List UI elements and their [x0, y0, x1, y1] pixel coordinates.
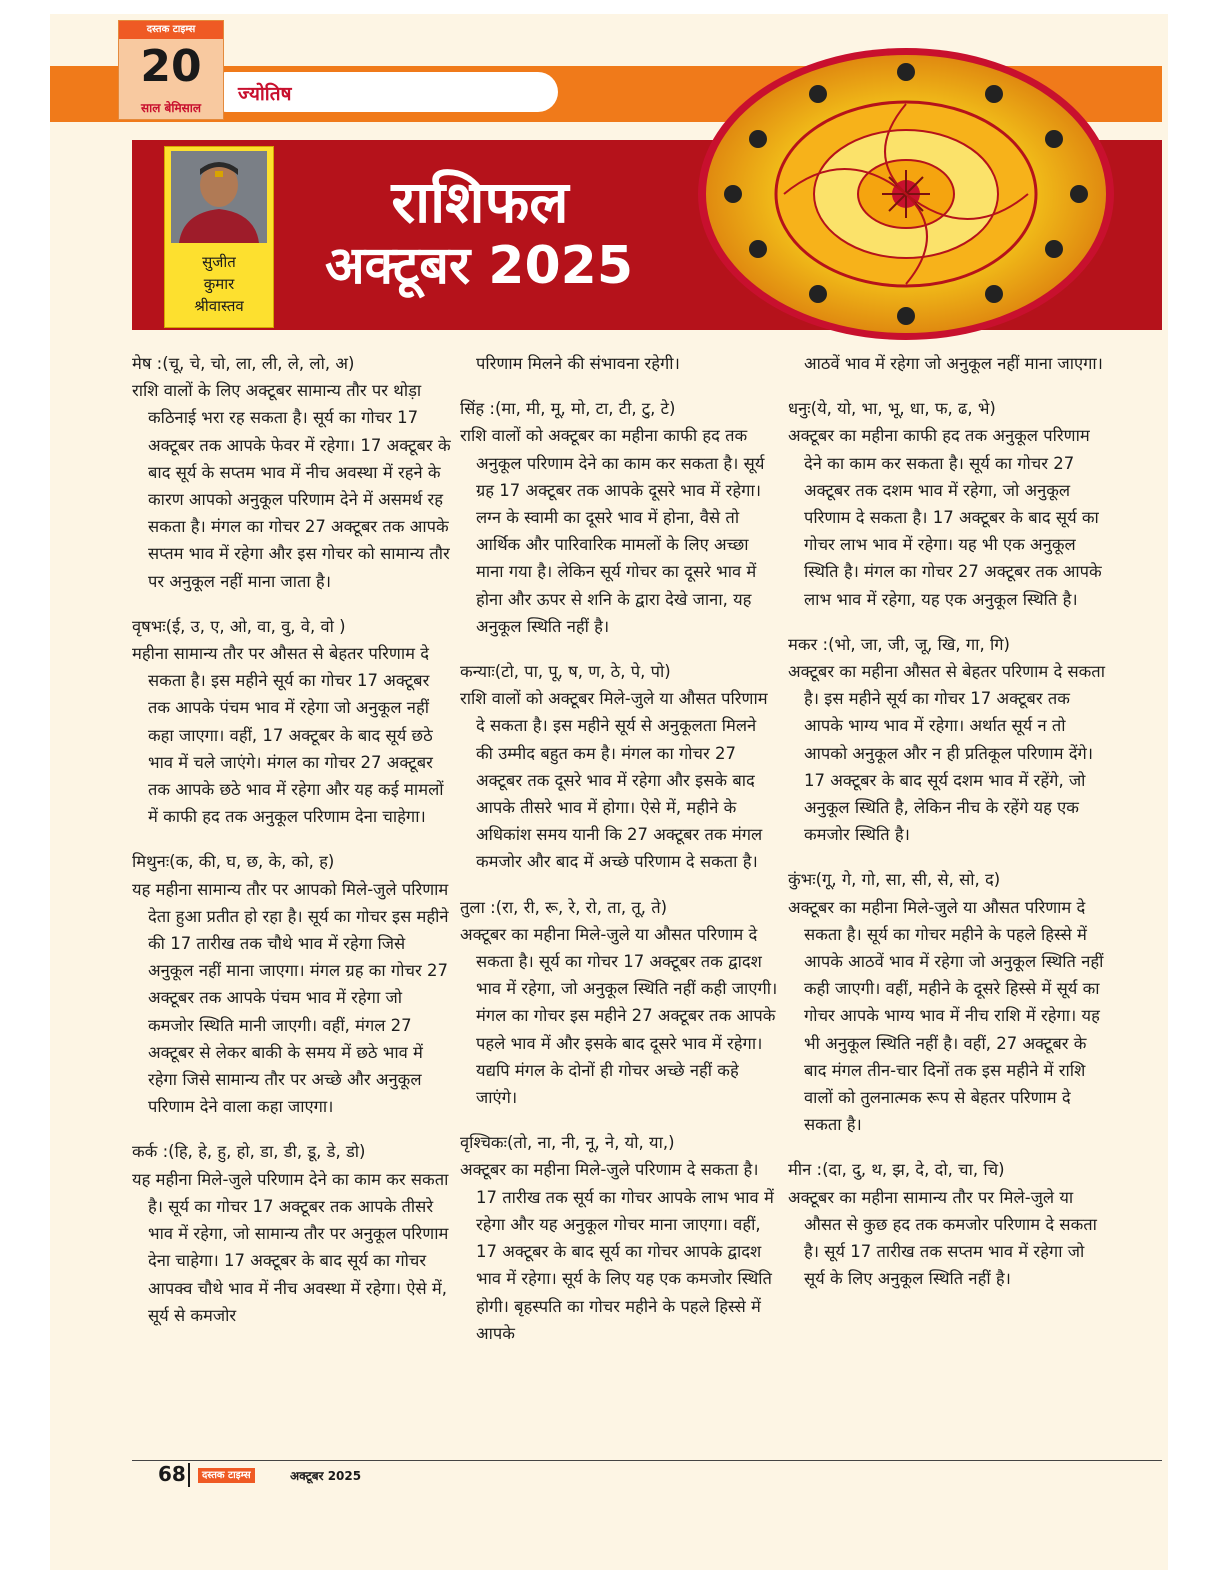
rashi-heading: मीन :(दा, दु, थ, झ, दे, दो, चा, चि) [788, 1160, 1005, 1180]
rashi-text: राशि वालों को अक्टूबर मिले-जुले या औसत परिणाम दे सकता है। इस महीने सूर्य से अनुकूलता मिलने की उम्मीद बहुत कम है। मंगल का गोचर 27 अक्टूबर तक दूसरे भाव में रहेगा और इसके बाद आपके तीसरे भाव में होगा। ऐसे में, महीने के अधिकांश समय यानी कि 27 अक्टूबर तक मंगल कमजोर और बाद में अच्छे परिणाम दे सकता है। [460, 689, 768, 872]
page-subtitle: अक्टूबर 2025 [324, 236, 634, 296]
rashi-text: महीना सामान्य तौर पर औसत से बेहतर परिणाम दे सकता है। इस महीने सूर्य का गोचर 17 अक्टूबर तक आपके पंचम भाव में रहेगा जो अनुकूल नहीं कहा जाएगा। वहीं, 17 अक्टूबर के बाद सूर्य छठे भाव में चले जाएंगे। मंगल का गोचर 27 अक्टूबर तक आपके छठे भाव में रहेगा और यह कई मामलों में काफी हद तक अनुकूल परिणाम देना चाहेगा। [132, 644, 444, 827]
page-title: राशिफल [391, 168, 569, 236]
rashi-entry-kanya [460, 658, 778, 876]
rashi-entry-kark [132, 1138, 452, 1328]
continued-text: आठवें भाव में रहेगा जो अनुकूल नहीं माना जाएगा। [804, 354, 1103, 373]
rashi-heading: सिंह :(मा, मी, मू, मो, टा, टी, टु, टे) [460, 399, 676, 419]
rashi-entry-dhanu [788, 395, 1106, 613]
rashi-heading: धनुः(ये, यो, भा, भू, धा, फ, ढ, भे) [788, 399, 996, 419]
continued-text: परिणाम मिलने की संभावना रहेगी। [476, 354, 680, 373]
rashi-heading: वृषभः(ई, उ, ए, ओ, वा, वु, वे, वो ) [132, 616, 346, 636]
rashi-heading: वृश्चिकः(तो, ना, नी, नू, ने, यो, या,) [460, 1133, 675, 1153]
rashi-heading: मेष :(चू, चे, चो, ला, ली, ले, लो, अ) [132, 354, 355, 373]
rashi-text: अक्टूबर का महीना सामान्य तौर पर मिले-जुले या औसत से कुछ हद तक कमजोर परिणाम दे सकता है। सूर्य 17 तारीख तक सप्तम भाव में रहेगा जो सूर्य के लिए अनुकूल स्थिति नहीं है। [788, 1187, 1097, 1289]
column-middle [460, 350, 778, 1365]
rashi-text: अक्टूबर का महीना मिले-जुले या औसत परिणाम दे सकता है। सूर्य का गोचर 17 अक्टूबर तक द्वादश भाव में रहेगा, जो अनुकूल स्थिति नहीं कही जाएगी। मंगल का गोचर इस महीने 27 अक्टूबर तक आपके पहले भाव में और इसके बाद दूसरे भाव में रहेगा। यद्यपि मंगल के दोनों ही गोचर अच्छे नहीं कहे जाएंगे। [460, 924, 778, 1108]
rashi-entry-singh [460, 395, 778, 640]
rashi-heading: कर्क :(हि, हे, हु, हो, डा, डी, डू, डे, डो) [132, 1142, 366, 1162]
section-label: ज्योतिष [238, 83, 292, 105]
column-right [788, 350, 1106, 1311]
rashi-text: अक्टूबर का महीना मिले-जुले परिणाम दे सकता है। 17 तारीख तक सूर्य का गोचर आपके लाभ भाव में रहेगा और यह अनुकूल गोचर माना जाएगा। वहीं, 17 अक्टूबर के बाद सूर्य का गोचर आपके द्वादश भाव में रहेगा। सूर्य के लिए यह एक कमजोर स्थिति होगी। बृहस्पति का गोचर महीने के पहले हिस्से में आपके [460, 1160, 774, 1343]
footer-divider [132, 1460, 1162, 1461]
logo-number: 20 [140, 41, 202, 92]
rashi-text: राशि वालों को अक्टूबर का महीना काफी हद तक अनुकूल परिणाम देने का काम कर सकता है। सूर्य ग्रह 17 अक्टूबर तक आपके दूसरे भाव में रहेगा। लग्न के स्वामी का दूसरे भाव में होना, वैसे तो आर्थिक और पारिवारिक मामलों के लिए अच्छा माना गया है। लेकिन सूर्य गोचर का दूसरे भाव में होना और ऊपर से शनि के द्वारा देखे जाना, यह अनुकूल स्थिति नहीं है। [460, 426, 765, 636]
rashi-heading: मिथुनः(क, की, घ, छ, के, को, ह) [132, 852, 335, 872]
rashi-text: अक्टूबर का महीना औसत से बेहतर परिणाम दे सकता है। इस महीने सूर्य का गोचर 17 अक्टूबर तक आपके भाग्य भाव में रहेगा। अर्थात सूर्य न तो आपको अनुकूल और न ही प्रतिकूल परिणाम देंगे। 17 अक्टूबर के बाद सूर्य दशम भाव में रहेंगे, जो अनुकूल स्थिति है, लेकिन नीच के रहेंगे यह एक कमजोर स्थिति है। [788, 662, 1105, 845]
rashi-entry-mithun [132, 848, 452, 1120]
author-card [164, 146, 274, 328]
rashi-text: यह महीना सामान्य तौर पर आपको मिले-जुले परिणाम देता हुआ प्रतीत हो रहा है। सूर्य का गोचर इस महीने की 17 तारीख तक चौथे भाव में रहेगा जिसे अनुकूल नहीं माना जाएगा। मंगल ग्रह का गोचर 27 अक्टूबर तक आपके पंचम भाव में रहेगा जो कमजोर स्थिति मानी जाएगी। वहीं, मंगल 27 अक्टूबर से लेकर बाकी के समय में छठे भाव में रहेगा जिसे सामान्य तौर पर अच्छे और अनुकूल परिणाम देने वाला कहा जाएगा। [132, 879, 449, 1117]
rashi-entry-vrishchik [460, 1129, 778, 1347]
rashi-heading: कुंभः(गू, गे, गो, सा, सी, से, सो, द) [788, 870, 1001, 890]
rashi-heading: मकर :(भो, जा, जी, जू, खि, गा, गि) [788, 634, 1010, 654]
footer-brand: दस्तक टाइम्स [198, 1468, 255, 1483]
rashi-entry-mesh [132, 350, 452, 595]
rashi-heading: तुला :(रा, री, रू, रे, रो, ता, तू, ते) [460, 897, 668, 917]
column-left [132, 350, 452, 1347]
rashi-text: अक्टूबर का महीना मिले-जुले या औसत परिणाम दे सकता है। सूर्य का गोचर महीने के पहले हिस्से में आपके आठवें भाव में रहेगा जो अनुकूल स्थिति नहीं कही जाएगी। वहीं, महीने के दूसरे हिस्से में सूर्य का गोचर आपके भाग्य भाव में नीच राशि में रहेगा। यह भी अनुकूल स्थिति नहीं है। वहीं, 27 अक्टूबर के बाद मंगल तीन-चार दिनों तक इस महीने में राशि वालों को तुलनात्मक रूप से बेहतर परिणाम दे सकता है। [788, 897, 1104, 1135]
author-photo [171, 151, 267, 243]
page-number: 68 [158, 1462, 186, 1486]
rashi-entry-meen [788, 1156, 1106, 1292]
rashi-text: यह महीना मिले-जुले परिणाम देने का काम कर सकता है। सूर्य का गोचर 17 अक्टूबर तक आपके तीसरे भाव में रहेगा, जो सामान्य तौर पर अनुकूल परिणाम देना चाहेगा। 17 अक्टूबर के बाद सूर्य का गोचर आपक्व चौथे भाव में नीच अवस्था में रहेगा। ऐसे में, सूर्य से कमजोर [132, 1169, 449, 1325]
logo-tagline: साल बेमिसाल [140, 101, 202, 115]
zodiac-wheel-icon [694, 44, 1118, 344]
logo-brand: दस्तक टाइम्स [119, 21, 223, 39]
rashi-text: राशि वालों के लिए अक्टूबर सामान्य तौर पर थोड़ा कठिनाई भरा रह सकता है। सूर्य का गोचर 17 अक्टूबर तक आपके फेवर में रहेगा। 17 अक्टूबर के बाद सूर्य के सप्तम भाव में नीच अवस्था में रहने के कारण आपको अनुकूल परिणाम देने में असमर्थ रह सकता है। मंगल का गोचर 27 अक्टूबर तक आपके सप्तम भाव में रहेगा और इस गोचर को सामान्य तौर पर अनुकूल नहीं माना जाता है। [132, 381, 451, 591]
anniversary-logo [118, 20, 224, 120]
author-name-line3: श्रीवास्तव [194, 297, 244, 315]
rashi-entry-kumbh [788, 866, 1106, 1138]
footer-issue-month: अक्टूबर 2025 [290, 1469, 362, 1483]
author-name-line2: कुमार [203, 275, 235, 293]
author-name [165, 251, 273, 317]
author-name-line1: सुजीत [202, 253, 236, 271]
rashi-heading: कन्याः(टो, पा, पू, ष, ण, ठे, पे, पो) [460, 662, 671, 682]
footer-separator [188, 1463, 190, 1487]
rashi-entry-vrishabh [132, 613, 452, 831]
rashi-entry-tula [460, 894, 778, 1112]
rashi-text: अक्टूबर का महीना काफी हद तक अनुकूल परिणाम देने का काम कर सकता है। सूर्य का गोचर 27 अक्टूबर तक दशम भाव में रहेगा, जो अनुकूल परिणाम दे सकता है। 17 अक्टूबर के बाद सूर्य का गोचर लाभ भाव में रहेगा। यह भी एक अनुकूल स्थिति है। मंगल का गोचर 27 अक्टूबर तक आपके लाभ भाव में रहेगा, यह एक अनुकूल स्थिति है। [788, 426, 1102, 609]
rashi-entry-makar [788, 631, 1106, 849]
